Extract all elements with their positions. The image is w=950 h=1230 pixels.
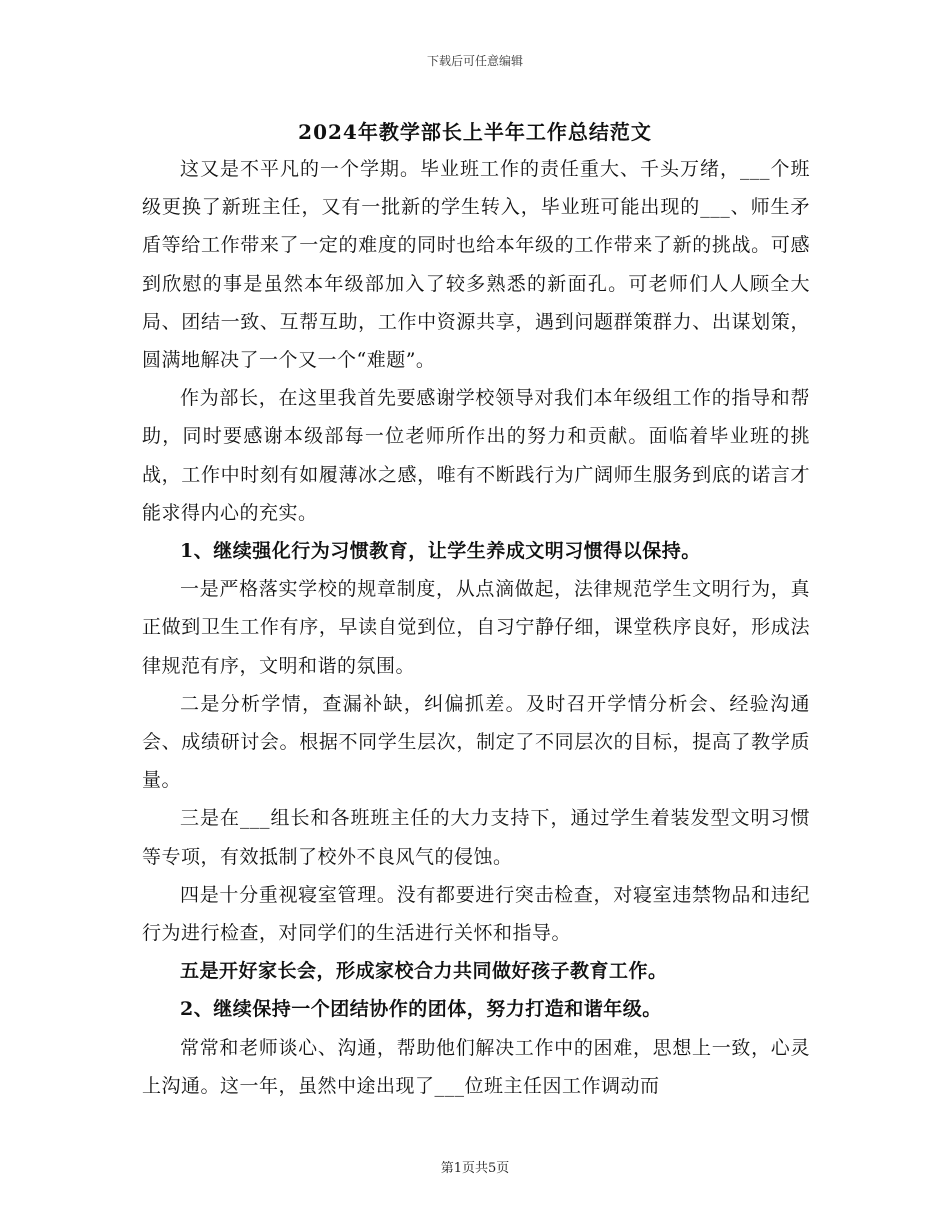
paragraph-2: 作为部长，在这里我首先要感谢学校领导对我们本年级组工作的指导和帮助，同时要感谢本级部每一位老师所作出的努力和贡献。面临着毕业班的挑战，工作中时刻有如履薄冰之感，唯有不断践行为广阔师生服务到底的诺言才能求得内心的充实。 xyxy=(142,387,810,524)
paragraph-6: 四是十分重视寝室管理。没有都要进行突击检查，对寝室违禁物品和违纪行为进行检查，对同学们的生活进行关怀和指导。 xyxy=(142,883,810,945)
document-body xyxy=(142,150,810,1105)
paragraph-1: 这又是不平凡的一个学期。毕业班工作的责任重大、千头万绪，___个班级更换了新班主任，又有一批新的学生转入，毕业班可能出现的___、师生矛盾等给工作带来了一定的难度的同时也给本年级的工作带来了新的挑战。可感到欣慰的事是虽然本年级部加入了较多熟悉的新面孔。可老师们人人顾全大局、团结一致、互帮互助，工作中资源共享，遇到问题群策群力、出谋划策，圆满地解决了一个又一个“难题”。 xyxy=(142,158,810,372)
page-header: 下载后可任意编辑 xyxy=(426,54,523,68)
paragraph-3: 一是严格落实学校的规章制度，从点滴做起，法律规范学生文明行为，真正做到卫生工作有序，早读自觉到位，自习宁静仔细，课堂秩序良好，形成法律规范有序，文明和谐的氛围。 xyxy=(142,578,810,677)
document-title: 2024年教学部长上半年工作总结范文 xyxy=(298,120,652,144)
paragraph-7: 常常和老师谈心、沟通，帮助他们解决工作中的困难，思想上一致，心灵上沟通。这一年，虽然中途出现了___位班主任因工作调动而 xyxy=(142,1036,810,1097)
paragraph-5: 三是在___组长和各班班主任的大力支持下，通过学生着装发型文明习惯等专项，有效抵制了校外不良风气的侵蚀。 xyxy=(142,807,810,868)
bold-paragraph: 五是开好家长会，形成家校合力共同做好孩子教育工作。 xyxy=(180,960,668,983)
section-heading-1: 1、继续强化行为习惯教育，让学生养成文明习惯得以保持。 xyxy=(180,540,701,563)
paragraph-4: 二是分析学情，查漏补缺，纠偏抓差。及时召开学情分析会、经验沟通会、成绩研讨会。根据不同学生层次，制定了不同层次的目标，提高了教学质量。 xyxy=(142,692,810,792)
page-footer: 第1页共5页 xyxy=(440,1161,510,1176)
section-heading-2: 2、继续保持一个团结协作的团体，努力打造和谐年级。 xyxy=(180,998,662,1021)
